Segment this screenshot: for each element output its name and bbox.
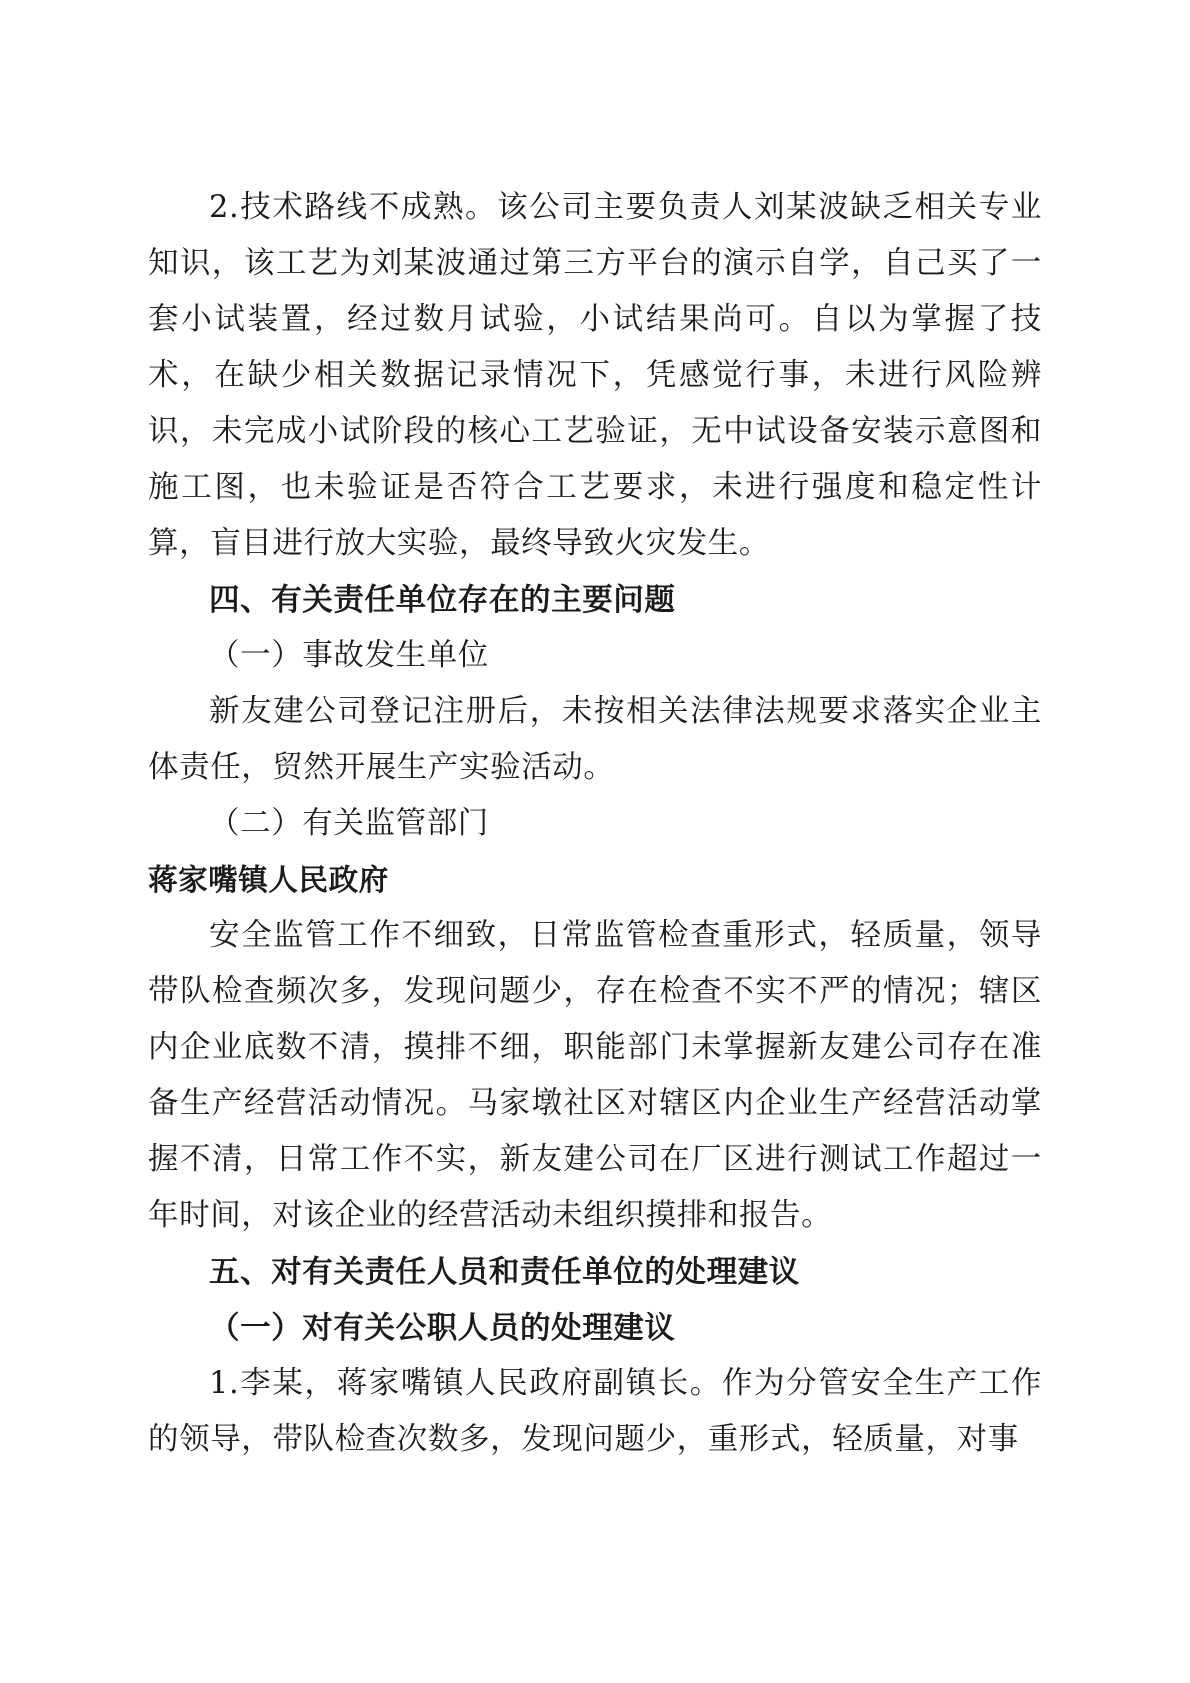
subtitle-accident-unit: （一）事故发生单位 bbox=[209, 638, 489, 673]
heading-section-four: 四、有关责任单位存在的主要问题 bbox=[209, 582, 676, 618]
subheading-township-government: 蒋家嘴镇人民政府 bbox=[148, 862, 389, 897]
subtitle-public-staff-recommendations: （一）对有关公职人员的处理建议 bbox=[209, 1310, 676, 1346]
paragraph-responsible-person-one: 1.李某，蒋家嘴镇人民政府副镇长。作为分管安全生产工作的领导，带队检查次数多，发现问题少，重形式，轻质量，对事 bbox=[148, 1366, 1042, 1457]
document-body bbox=[148, 180, 1042, 1468]
paragraph-government-problems: 安全监管工作不细致，日常监管检查重形式，轻质量，领导带队检查频次多，发现问题少，存在检查不实不严的情况；辖区内企业底数不清，摸排不细，职能部门未掌握新友建公司存在准备生产经营活动情况。马家墩社区对辖区内企业生产经营活动掌握不清，日常工作不实，新友建公司在厂区进行测试工作超过一年时间，对该企业的经营活动未组织摸排和报告。 bbox=[148, 918, 1042, 1233]
subtitle-supervision-department: （二）有关监管部门 bbox=[209, 806, 489, 841]
heading-section-five: 五、对有关责任人员和责任单位的处理建议 bbox=[209, 1254, 800, 1290]
paragraph-technical-route: 2.技术路线不成熟。该公司主要负责人刘某波缺乏相关专业知识，该工艺为刘某波通过第三方平台的演示自学，自己买了一套小试装置，经过数月试验，小试结果尚可。自以为掌握了技术，在缺少相关数据记录情况下，凭感觉行事，未进行风险辨识，未完成小试阶段的核心工艺验证，无中试设备安装示意图和施工图，也未验证是否符合工艺要求，未进行强度和稳定性计算，盲目进行放大实验，最终导致火灾发生。 bbox=[148, 190, 1042, 561]
paragraph-accident-unit: 新友建公司登记注册后，未按相关法律法规要求落实企业主体责任，贸然开展生产实验活动。 bbox=[148, 694, 1042, 785]
